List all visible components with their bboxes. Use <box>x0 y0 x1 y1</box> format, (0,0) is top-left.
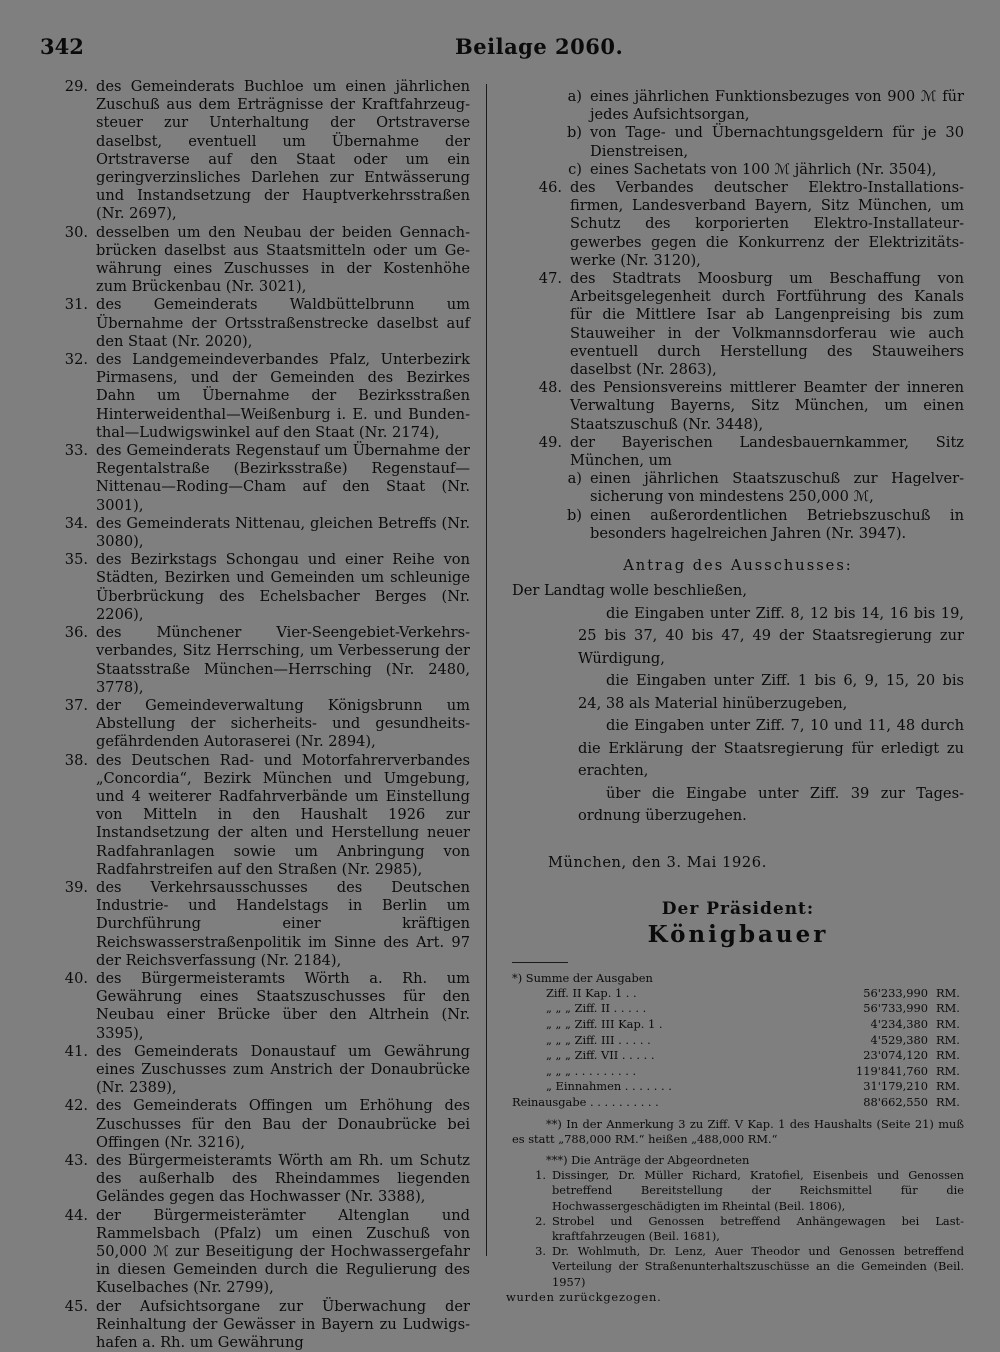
list-item: 39. des Verkehrsausschusses des Deutschen Industrie- und Handelstags in Berlin um Durchführung einer kräftigen Reichswasserstraßenpolitik im Sinne des Art. 97 der Reichsverfassung (Nr. 2184), <box>64 878 470 969</box>
table-row: „ „ „ Ziff. III . . . . . 4'529,380 RM. <box>546 1032 960 1047</box>
column-divider <box>486 84 487 1256</box>
list-item: 31. des Gemeinderats Waldbüttelbrunn um Übernahme der Ortsstraßenstrecke daselbst auf den Staat (Nr. 2020), <box>64 296 470 350</box>
footnote-table-intro: *) Summe der Ausgaben <box>512 970 653 985</box>
footnote-3-intro: ***) Die Anträge der Abgeordneten <box>546 1152 750 1167</box>
president-title: Der Präsident: <box>661 898 815 919</box>
footnote-rule <box>512 962 568 963</box>
list-item: 37. der Gemeindeverwaltung Königsbrunn um Abstellung der sicherheits- und gesundheitsgefährdenden Autoraserei (Nr. 2894), <box>64 696 470 751</box>
table-row: „ „ „ Ziff. VII . . . . . 23'074,120 RM. <box>546 1048 960 1063</box>
list-item: 43. des Bürgermeisteramts Wörth am Rh. um Schutz des außerhalb des Rheindammes liegenden Geländes gegen das Hochwasser (Nr. 3388), <box>64 1151 470 1206</box>
list-item: 41. des Gemeinderats Donaustauf um Gewährung eines Zuschusses zum Anstrich der Donaubrücke (Nr. 2389), <box>64 1042 470 1097</box>
sub-item: c) eines Sachetats von 100 ℳ jährlich (Nr. 3504), <box>568 160 937 178</box>
footnote-3-end: wurden zurückgezogen. <box>506 1289 662 1304</box>
list-item: 46. des Verbandes deutscher Elektro-Installationsfirmen, Landesverband Bayern, Sitz München, um Schutz des korporierten Elektro-Installateurgewerbes gegen die Konkurrenz der Elektrizitätswerke (Nr. 3120), <box>538 179 964 269</box>
right-column <box>506 88 964 1305</box>
list-item: 2. Strobel und Genossen betreffend Anhängewagen bei Lastkraftfahrzeugen (Beil. 1681), <box>535 1213 964 1243</box>
sub-item: b) von Tage- und Übernachtungsgeldern für je 30 Dienstreisen, <box>566 124 964 160</box>
antrag-intro: Der Landtag wolle beschließen, <box>512 582 747 600</box>
page-title: Beilage 2060. <box>455 34 624 59</box>
page-number: 342 <box>40 34 84 59</box>
date-line: München, den 3. Mai 1926. <box>548 853 767 871</box>
sub-item: a) einen jährlichen Staatszuschuß zur Hagelversicherung von mindestens 250,000 ℳ, <box>567 470 964 506</box>
list-item: 38. des Deutschen Rad- und Motorfahrerverbandes „Concordia“, Bezirk München und Umgebung, und 4 weiterer Radfahrverbände um Einstellung von Mitteln in den Haushalt 1926 zur Instandsetzung der alten und Herstellung neuer Radfahranlagen sowie um Anbringung von Radfahrstreifen auf den Straßen (Nr. 2985), <box>64 751 470 878</box>
list-item: 29. des Gemeinderats Buchloe um einen jährlichen Zuschuß aus dem Erträgnisse der Kraftfahrzeugsteuer zur Unterhaltung der Ortstraverse daselbst, eventuell um Übernahme der Ortstraverse auf den Staat oder um ein geringverzinsliches Darlehen zur Entwässerung und Instandsetzung der Hauptverkehrsstraßen (Nr. 2697), <box>64 78 470 223</box>
table-row: „ Einnahmen . . . . . . . 31'179,210 RM. <box>546 1079 960 1094</box>
list-item: 35. des Bezirkstags Schongau und einer Reihe von Städten, Bezirken und Gemeinden um schleunige Überbrückung des Echelsbacher Berges (Nr. 2206), <box>64 551 470 623</box>
list-item: 47. des Stadtrats Moosburg um Beschaffung von Arbeitsgelegenheit durch Fortführung des Kanals für die Mittlere Isar ab Langenpreising bis zum Stauweiher in der Volkmannsdorferau wie auch eventuell durch Herstellung des Stauweihers daselbst (Nr. 2863), <box>538 270 964 379</box>
table-row: Ziff. II Kap. 1 . . 56'233,990 RM. <box>546 985 960 1000</box>
list-item: 34. des Gemeinderats Nittenau, gleichen Betreffs (Nr. 3080), <box>64 514 470 551</box>
table-row: „ „ „ . . . . . . . . . 119'841,760 RM. <box>546 1063 960 1078</box>
sub-item: a) eines jährlichen Funktionsbezuges von 900 ℳ für jedes Aufsichtsorgan, <box>567 88 964 124</box>
list-item: 1. Dissinger, Dr. Müller Richard, Kratofiel, Eisenbeis und Genossen betreffend Bereitstellung der Reichsmittel für die Hochwassergeschädigten im Rheintal (Beil. 1806), <box>535 1168 964 1213</box>
list-item: 32. des Landgemeindeverbandes Pfalz, Unterbezirk Pirmasens, und der Gemeinden des Bezirkes Dahn um Übernahme der Bezirksstraßen Hinterweidenthal—Weißenburg i. E. und Bundenthal—Ludwigswinkel auf den Staat (Nr. 2174), <box>64 351 470 441</box>
list-item: 44. der Bürgermeisterämter Altenglan und Rammelsbach (Pfalz) um einen Zuschuß von 50,000 ℳ zur Beseitigung der Hochwassergefahr in diesen Gemeinden durch die Regulierung des Kuselbaches (Nr. 2799), <box>64 1206 470 1297</box>
list-item: 45. der Aufsichtsorgane zur Überwachung der Reinhaltung der Gewässer in Bayern zu Ludwigshafen a. Rh. um Gewährung <box>64 1297 470 1352</box>
list-item: 30. desselben um den Neubau der beiden Gennachbrücken daselbst aus Staatsmitteln oder um Gewährung eines Zuschusses in der Kostenhöhe zum Brückenbau (Nr. 3021), <box>64 223 470 296</box>
decision-line: über die Eingabe unter Ziff. 39 zur Tagesordnung überzugehen. <box>578 784 964 825</box>
decision-line: die Eingaben unter Ziff. 8, 12 bis 14, 16 bis 19, 25 bis 37, 40 bis 47, 49 der Staatsregierung zur Würdigung, <box>578 604 964 667</box>
sub-item: b) einen außerordentlichen Betriebszuschuß in besonders hagelreichen Jahren (Nr. 3947). <box>566 506 964 542</box>
president-name: Königbauer <box>647 920 829 948</box>
list-item: 33. des Gemeinderats Regenstauf um Übernahme der Regentalstraße (Bezirksstraße) Regenstauf—Nittenau—Roding—Cham auf den Staat (Nr. 3001), <box>64 442 470 514</box>
list-item: 42. des Gemeinderats Offingen um Erhöhung des Zuschusses für den Bau der Donaubrücke bei Offingen (Nr. 3216), <box>64 1097 470 1151</box>
table-row: „ „ „ Ziff. II . . . . . 56'733,990 RM. <box>546 1001 960 1016</box>
list-item: 36. des Münchener Vier-Seengebiet-Verkehrsverbandes, Sitz Herrsching, um Verbesserung der Staatsstraße München—Herrsching (Nr. 2480, 3778), <box>64 624 470 696</box>
footnote-sum-table <box>512 986 964 1111</box>
list-item: 49. der Bayerischen Landesbauernkammer, Sitz München, um <box>538 433 964 470</box>
antrag-heading: Antrag des Ausschusses: <box>623 557 853 575</box>
table-row: Reinausgabe . . . . . . . . . . 88'662,550 RM. <box>512 1094 960 1109</box>
left-column <box>38 78 470 1352</box>
table-row: „ „ „ Ziff. III Kap. 1 . 4'234,380 RM. <box>546 1016 960 1031</box>
list-item: 48. des Pensionsvereins mittlerer Beamter der inneren Verwaltung Bayerns, Sitz München, um einen Staatszuschuß (Nr. 3448), <box>538 379 964 433</box>
decision-line: die Eingaben unter Ziff. 7, 10 und 11, 48 durch die Erklärung der Staatsregierung für erledigt zu erachten, <box>578 717 964 780</box>
list-item: 3. Dr. Wohlmuth, Dr. Lenz, Auer Theodor und Genossen betreffend Verteilung der Straßenunterhaltszuschüsse an die Gemeinden (Beil. 1957) <box>535 1244 964 1289</box>
decision-line: die Eingaben unter Ziff. 1 bis 6, 9, 15, 20 bis 24, 38 als Material hinüberzugeben, <box>578 672 964 712</box>
footnote-2: **) In der Anmerkung 3 zu Ziff. V Kap. 1 des Haushalts (Seite 21) muß es statt „788,000 RM.“ heißen „488,000 RM.“ <box>512 1116 964 1146</box>
list-item: 40. des Bürgermeisteramts Wörth a. Rh. um Gewährung eines Staatszuschusses für den Neubau einer Brücke über den Altrhein (Nr. 3395), <box>64 969 470 1042</box>
